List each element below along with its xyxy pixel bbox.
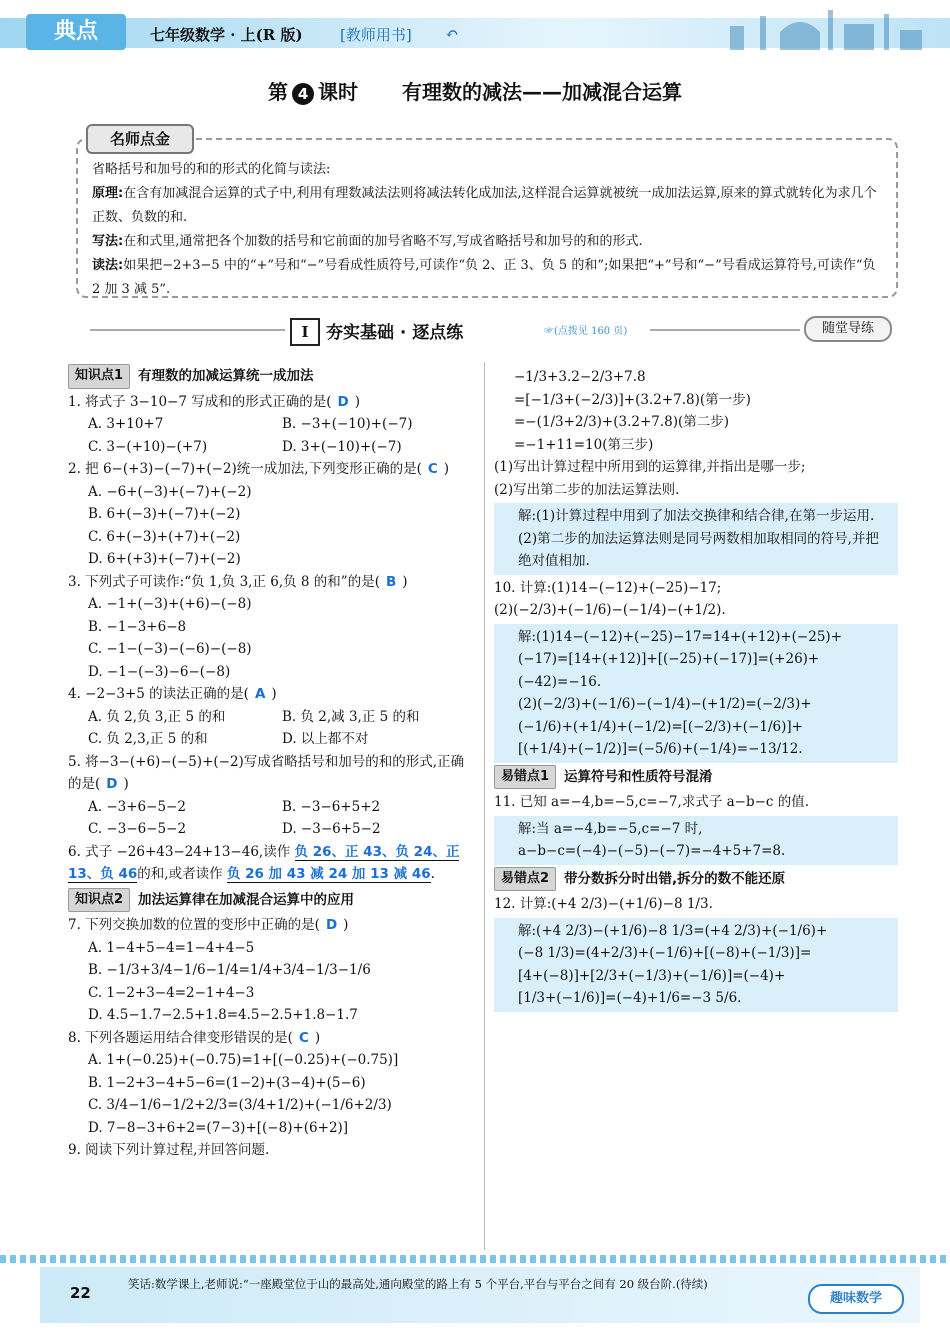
question-11: 11. 已知 a=−4,b=−5,c=−7,求式子 a−b−c 的值. [494, 794, 810, 810]
section-line-right [650, 329, 800, 331]
section-bar [90, 318, 890, 342]
q7-option-b: B. −1/3+3/4−1/6−1/4=1/4+3/4−1/3−1/6 [88, 962, 371, 978]
right-column [494, 366, 898, 1014]
q3-option-a: A. −1+(−3)+(+6)−(−8) [88, 596, 252, 612]
q7-option-a: A. 1−4+5−4=1−4+4−5 [88, 939, 255, 956]
q8-option-a: A. 1+(−0.25)+(−0.75)=1+[(−0.25)+(−0.75)] [88, 1052, 399, 1068]
lesson-title [0, 76, 950, 105]
tip-heading: 省略括号和加号的和的形式的化简与读法: [92, 162, 331, 177]
error-point-2: 易错点2 带分数拆分时出错,拆分的数不能还原 [494, 867, 898, 892]
question-3: 3. 下列式子可读作:“负 1,负 3,正 6,负 8 的和”的是( B ) [68, 573, 408, 590]
lesson-prefix: 第 [268, 80, 289, 104]
footer-joke: 笑话:数学课上,老师说:“一座殿堂位于山的最高处,通向殿堂的路上有 5 个平台,平台与平台之间有 20 级台阶.(待续) [128, 1277, 708, 1291]
question-9: 9. 阅读下列计算过程,并回答问题. [68, 1142, 270, 1158]
q9-step-0: −1/3+3.2−2/3+7.8 [514, 369, 646, 385]
tip-reading: 读法:如果把−2+3−5 中的“+”号和“−”号看成性质符号,可读作“负 2、正 3、负 5 的和”;如果把“+”号和“−”号看成运算符号,可读作“负 2 加 3 减 5”. [92, 258, 876, 297]
footer-badge: 趣味数学 [808, 1284, 904, 1314]
section-line-left [90, 329, 285, 331]
q1-options-cd: C. 3−(+10)−(+7) D. 3+(−10)+(−7) [88, 438, 402, 455]
q7-option-c: C. 1−2+3−4=2−1+4−3 [88, 984, 255, 1001]
question-4: 4. −2−3+5 的读法正确的是( A ) [68, 686, 277, 702]
q5-options-cd: C. −3−6−5−2 D. −3−6+5−2 [88, 821, 381, 837]
section-badge: 随堂导练 [804, 316, 892, 342]
lesson-name: 有理数的减法——加减混合运算 [401, 80, 682, 104]
tip-body [92, 158, 882, 302]
q9-step-3: =−1+11=10(第三步) [514, 436, 654, 453]
question-7: 7. 下列交换加数的位置的变形中正确的是( D ) [68, 917, 349, 933]
q8-option-b: B. 1−2+3−4+5−6=(1−2)+(3−4)+(5−6) [88, 1074, 366, 1091]
q9-part-2: (2)写出第二步的加法运算法则. [494, 481, 680, 498]
q2-option-d: D. 6+(+3)+(−7)+(−2) [88, 551, 241, 567]
q10-solution: 解:(1)14−(−12)+(−25)−17=14+(+12)+(−25)+(−17)=[14+(+12)]+[(−25)+(−17)]=(+26)+(−42)=−16. (2)(−2/3)+(−1/6)−(−1/4)−(+1/2)=(−2/3)+ (−1/6)+(+1/4)+(−1/2)=[(−2/3)+(−1/6)]+ [(+1/4)+(−1/2)]=(−5/6)+(−1/4)=−13/12. [494, 624, 898, 763]
section-ref: ☞(点拨见 160 页) [544, 322, 627, 337]
question-1: 1. 将式子 3−10−7 写成和的形式正确的是( D ) [68, 393, 361, 410]
left-column [68, 362, 476, 1162]
book-tag: [教师用书] [340, 26, 412, 44]
q8-option-c: C. 3/4−1/6−1/2+2/3=(3/4+1/2)+(−1/6+2/3) [88, 1097, 392, 1113]
knowledge-point-2: 知识点2 加法运算律在加减混合运算中的应用 [68, 888, 476, 913]
section-title: 夯实基础 · 逐点练 [326, 318, 469, 343]
page-number: 22 [70, 1284, 91, 1302]
q2-option-a: A. −6+(−3)+(−7)+(−2) [88, 483, 252, 500]
q7-option-d: D. 4.5−1.7−2.5+1.8=4.5−2.5+1.8−1.7 [88, 1007, 358, 1023]
q4-options-cd: C. 负 2,3,正 5 的和 D. 以上都不对 [88, 731, 369, 747]
q8-option-d: D. 7−8−3+6+2=(7−3)+[(−8)+(6+2)] [88, 1119, 349, 1136]
tip-principle: 原理:在含有加减混合运算的式子中,利用有理数减法法则将减法转化成加法,这样混合运算就被统一成加法运算,原来的算式就转化为求几个正数、负数的和. [92, 186, 877, 225]
book-title: 七年级数学 · 上(R 版) [150, 26, 303, 44]
section-number: I [290, 318, 320, 346]
brand-logo: 典点 [26, 14, 126, 50]
tip-writing: 写法:在和式里,通常把各个加数的括号和它前面的加号省略不写,写成省略括号和加号的和的形式. [92, 234, 643, 249]
question-10-part-2: (2)(−2/3)+(−1/6)−(−1/4)−(+1/2). [494, 602, 726, 618]
q5-options-ab: A. −3+6−5−2 B. −3−6+5+2 [88, 798, 381, 815]
q2-option-b: B. 6+(−3)+(−7)+(−2) [88, 506, 241, 522]
q9-solution: 解:(1)计算过程中用到了加法交换律和结合律,在第一步运用. (2)第二步的加法运算法则是同号两数相加取相同的符号,并把绝对值相加. [494, 503, 898, 575]
page-header [0, 0, 950, 60]
skyline-icon [720, 6, 930, 50]
lesson-suffix: 课时 [318, 80, 359, 104]
q9-part-1: (1)写出计算过程中所用到的运算律,并指出是哪一步; [494, 459, 806, 475]
tip-tab: 名师点金 [86, 124, 194, 154]
q2-option-c: C. 6+(−3)+(+7)+(−2) [88, 528, 241, 545]
q9-step-2: =−(1/3+2/3)+(3.2+7.8)(第二步) [514, 414, 730, 430]
question-8: 8. 下列各题运用结合律变形错误的是( C ) [68, 1029, 321, 1046]
lesson-number: 4 [292, 83, 314, 105]
q9-step-1: =[−1/3+(−2/3)]+(3.2+7.8)(第一步) [514, 391, 751, 408]
knowledge-point-1: 知识点1 有理数的加减运算统一成加法 [68, 364, 476, 389]
back-arrow-icon: ↶ [445, 24, 459, 43]
question-10: 10. 计算:(1)14−(−12)+(−25)−17; [494, 579, 722, 596]
q3-option-d: D. −1−(−3)−6−(−8) [88, 663, 231, 680]
error-point-1: 易错点1 运算符号和性质符号混淆 [494, 765, 898, 790]
q11-solution: 解:当 a=−4,b=−5,c=−7 时, a−b−c=(−4)−(−5)−(−7)=−4+5+7=8. [494, 816, 898, 865]
q4-options-ab: A. 负 2,负 3,正 5 的和 B. 负 2,减 3,正 5 的和 [88, 708, 420, 725]
question-2: 2. 把 6−(+3)−(−7)+(−2)统一成加法,下列变形正确的是( C ) [68, 461, 450, 477]
question-6: 6. 式子 −26+43−24+13−46,读作 负 26、正 43、负 24、正 13、负 46的和,或者读作 负 26 加 43 减 24 加 13 减 46. [68, 843, 460, 882]
question-5: 5. 将−3−(+6)−(−5)+(−2)写成省略括号和加号的和的形式,正确的是( D ) [68, 753, 465, 792]
footer-wave [0, 1255, 950, 1263]
q12-solution: 解:(+4 2/3)−(+1/6)−8 1/3=(+4 2/3)+(−1/6)+ (−8 1/3)=(4+2/3)+(−1/6)+[(−8)+(−1/3)]= [4+(−8)]+[2/3+(−1/3)+(−1/6)]=(−4)+ [1/3+(−1/6)]=(−4)+1/6=−3 5/6. [494, 918, 898, 1012]
q3-option-b: B. −1−3+6−8 [88, 618, 187, 635]
q1-options-ab: A. 3+10+7 B. −3+(−10)+(−7) [88, 416, 413, 432]
question-12: 12. 计算:(+4 2/3)−(+1/6)−8 1/3. [494, 896, 713, 912]
q3-option-c: C. −1−(−3)−(−6)−(−8) [88, 641, 252, 657]
column-divider [484, 362, 485, 1250]
